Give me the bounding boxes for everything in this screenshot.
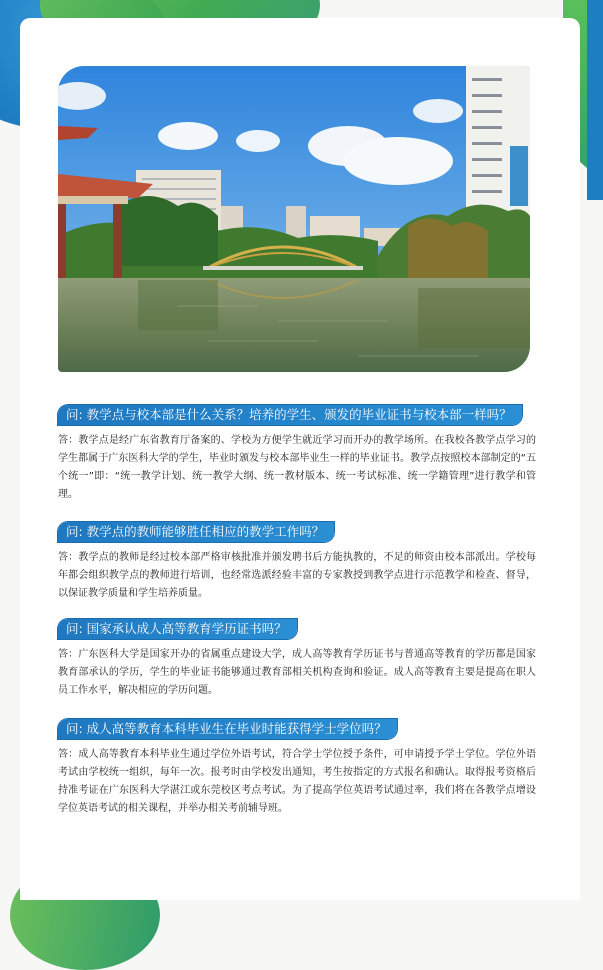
answer-4: 答：成人高等教育本科毕业生通过学位外语考试，符合学士学位授予条件，可申请授予学士学位。学位外语考试由学校统一组织，每年一次。报考时由学校发出通知，考生按指定的方式报名和确认。取得报考资格后持准考证在广东医科大学湛江或东莞校区考点考试。为了提高学位英语考试通过率，我们将在各教学点增设学位英语考试的相关课程，并举办相关考前辅导班。 [58, 749, 536, 814]
campus-lake-photo [58, 66, 530, 372]
answer-3: 答：广东医科大学是国家开办的省属重点建设大学，成人高等教育学历证书与普通高等教育的学历都是国家教育部承认的学历，学生的毕业证书能够通过教育部相关机构查询和验证。成人高等教育主要是提高在职人员工作水平，解决相应的学历问题。 [58, 649, 536, 696]
right-blue-strip [587, 0, 603, 200]
answer-1: 答：教学点是经广东省教育厅备案的、学校为方便学生就近学习而开办的教学场所。在我校各教学点学习的学生都属于广东医科大学的学生，毕业时颁发与校本部毕业生一样的毕业证书。教学点按照校本部制定的“五个统一”即：“统一教学计划、统一教学大纲、统一教材版本、统一考试标准、统一学籍管理”进行教学和管理。 [58, 435, 536, 500]
question-2: 问: 教学点的教师能够胜任相应的教学工作吗？ [58, 522, 334, 542]
question-4: 问: 成人高等教育本科毕业生在毕业时能获得学士学位吗？ [58, 719, 397, 739]
faq-item-4 [58, 718, 536, 818]
question-3: 问: 国家承认成人高等教育学历证书吗？ [58, 619, 297, 639]
answer-2: 答：教学点的教师是经过校本部严格审核批准并颁发聘书后方能执教的，不足的师资由校本部派出。学校每年都会组织教学点的教师进行培训，也经常选派经验丰富的专家教授到教学点进行示范教学和检查、督导，以保证教学质量和学生培养质量。 [58, 552, 536, 599]
faq-item-1 [58, 404, 536, 504]
faq-item-3 [58, 618, 536, 700]
question-1: 问: 教学点与校本部是什么关系？培养的学生、颁发的毕业证书与校本部一样吗？ [58, 405, 522, 425]
faq-item-2 [58, 521, 536, 603]
